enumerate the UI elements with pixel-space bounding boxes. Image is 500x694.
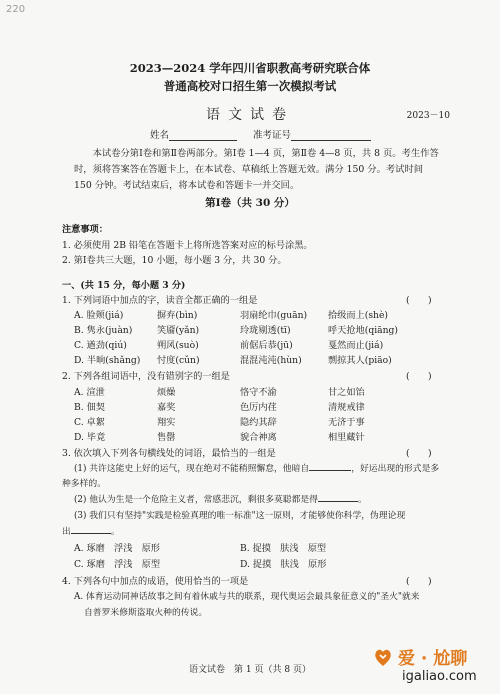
q3-option: B. 捉摸 肤浅 原型	[240, 543, 327, 554]
q2-stem: 2. 下列各组词语中，没有错别字的一组是	[62, 371, 230, 382]
q1-option: 混混沌沌(hùn)	[240, 355, 302, 366]
q1-option: 戛然而止(jiá)	[328, 340, 384, 351]
q2-option: 烦燥	[157, 387, 176, 398]
watermark-brand: 爱 · 尬聊	[398, 649, 468, 669]
q2-option: 隐约其辞	[240, 417, 277, 428]
q1-option: D. 半晌(shǎng)	[74, 355, 141, 366]
q1-option: 呼天抢地(qiāng)	[328, 325, 399, 336]
watermark	[372, 644, 494, 690]
q1-option: B. 隽永(juàn)	[74, 325, 133, 336]
q2-option: 相里藏针	[328, 432, 365, 443]
q2-option: B. 佃契	[74, 402, 105, 413]
q2-option: 色厉内荏	[240, 402, 277, 413]
q2-option: 清规戒律	[328, 402, 365, 413]
q3-answer-paren: ( )	[406, 448, 432, 459]
q1-option: 剽掠其人(piāo)	[328, 355, 392, 366]
q3-sentence3: (3) 我们只有坚持"实践是检验真理的唯一标准"这一原则，才能够使你科学，伪理论现	[74, 511, 406, 521]
note-item: 1. 必须使用 2B 铅笔在答题卡上将所选答案对应的标号涂黑。	[62, 240, 313, 251]
q3-sentence1-part: (1) 共许这能史上好的运气，现在绝对不能稍照懈怠，他暗自	[74, 464, 310, 474]
exam-no-label: 准考证号	[253, 130, 292, 141]
q3-sentence3-part: 出	[62, 527, 71, 537]
q3-sentence2: (2) 他认为生是一个危险主义者，常感悲沉，剩很多莫聪都是得 。	[74, 495, 367, 505]
q4-option-a: A. 体育运动同神话故事之间有着休戚与共的联系，现代奥运会最具象征意义的"圣火"就来	[74, 592, 420, 602]
q2-option: 翔实	[157, 417, 176, 428]
watermark-url: igaliao.com	[402, 669, 477, 684]
q1-option: A. 脸颊(jiá)	[74, 310, 124, 321]
intro-paragraph: 本试卷分第Ⅰ卷和第Ⅱ卷两部分。第Ⅰ卷 1—4 页，第Ⅱ卷 4—8 页，共 8 页。考生作答时，须将答案答在答题卡上，在本试卷、草稿纸上答题无效。满分 150 分。考试时间 150 分钟。考试结束后，将本试卷和答题卡一并交回。	[74, 148, 439, 191]
name-label: 姓名	[150, 130, 170, 141]
q3-option: C. 琢磨 浮浅 原型	[74, 559, 161, 570]
q3-stem: 3. 依次填入下列各句横线处的词语，最恰当的一组是	[62, 448, 276, 459]
q2-option: C. 卓絮	[74, 417, 105, 428]
q2-option: 甘之如饴	[328, 387, 365, 398]
q2-option: A. 渲泄	[74, 387, 105, 398]
q3-option: D. 捉摸 肤浅 原形	[240, 559, 327, 570]
q1-answer-paren: ( )	[406, 295, 432, 306]
notes-heading: 注意事项：	[62, 224, 108, 235]
exam-title-line2: 普通高校对口招生第一次模拟考试	[163, 79, 337, 93]
exam-no-line	[291, 131, 371, 141]
q1-option: 摒弃(bìn)	[157, 310, 198, 321]
q1-option: 前倨后恭(jū)	[240, 340, 293, 351]
q2-option: 貌合神离	[240, 432, 277, 443]
q1-option: 忖度(cǔn)	[157, 355, 200, 366]
q2-option: 售罄	[157, 432, 176, 443]
corner-handwriting: 220	[6, 4, 26, 15]
q3-option: A. 琢磨 浮浅 原形	[74, 543, 160, 554]
exam-date: 2023－10	[406, 111, 450, 121]
candidate-fields	[150, 127, 387, 141]
q3-sentence1-part: ，好运出现的形式是多	[351, 464, 440, 474]
q1-option: 玲珑剔透(tī)	[240, 325, 291, 336]
q2-answer-paren: ( )	[406, 371, 432, 382]
q4-stem: 4. 下列各句中加点的成语，使用恰当的一项是	[62, 576, 249, 587]
blank-line	[71, 525, 111, 534]
q2-option: D. 毕竟	[74, 432, 106, 443]
watermark-logo-icon	[372, 646, 394, 668]
q1-option: C. 遒劲(qiú)	[74, 340, 127, 351]
note-item: 2. 第Ⅰ卷共三大题，10 小题，每小题 3 分，共 30 分。	[62, 255, 287, 266]
blank-line	[309, 462, 351, 471]
q3-sentence3-cont: 出 。	[62, 527, 120, 537]
exam-title-line1: 2023—2024 学年四川省职教高考研究联合体	[129, 61, 371, 75]
q4-answer-paren: ( )	[406, 576, 432, 587]
q2-option: 嘉奖	[157, 402, 176, 413]
q3-sentence2-part: (2) 他认为生是一个危险主义者，常感悲沉，剩很多莫聪都是得	[74, 495, 318, 505]
q4-option-a-cont: 自普罗米修斯盗取火种的传说。	[84, 608, 208, 618]
part-one-heading: 一、(共 15 分，每小题 3 分)	[62, 280, 186, 291]
q3-sentence1-cont: 种多样的。	[62, 479, 106, 489]
q1-option: 拾级而上(shè)	[328, 310, 388, 321]
q2-option: 无济于事	[328, 417, 365, 428]
q1-option: 朔风(suò)	[157, 340, 199, 351]
blank-line	[318, 493, 358, 502]
section-title: 第Ⅰ卷（共 30 分）	[205, 197, 295, 209]
q1-option: 羽扇纶巾(guān)	[240, 310, 308, 321]
q1-option: 笑靥(yǎn)	[157, 325, 200, 336]
q2-option: 恪守不渝	[240, 387, 277, 398]
q3-sentence1	[74, 461, 439, 474]
page-footer: 语文试卷 第 1 页（共 8 页）	[189, 665, 311, 675]
subject-title: 语文试卷	[206, 107, 294, 123]
name-line	[169, 131, 237, 141]
q1-stem: 1. 下列词语中加点的字，读音全都正确的一组是	[62, 295, 258, 306]
